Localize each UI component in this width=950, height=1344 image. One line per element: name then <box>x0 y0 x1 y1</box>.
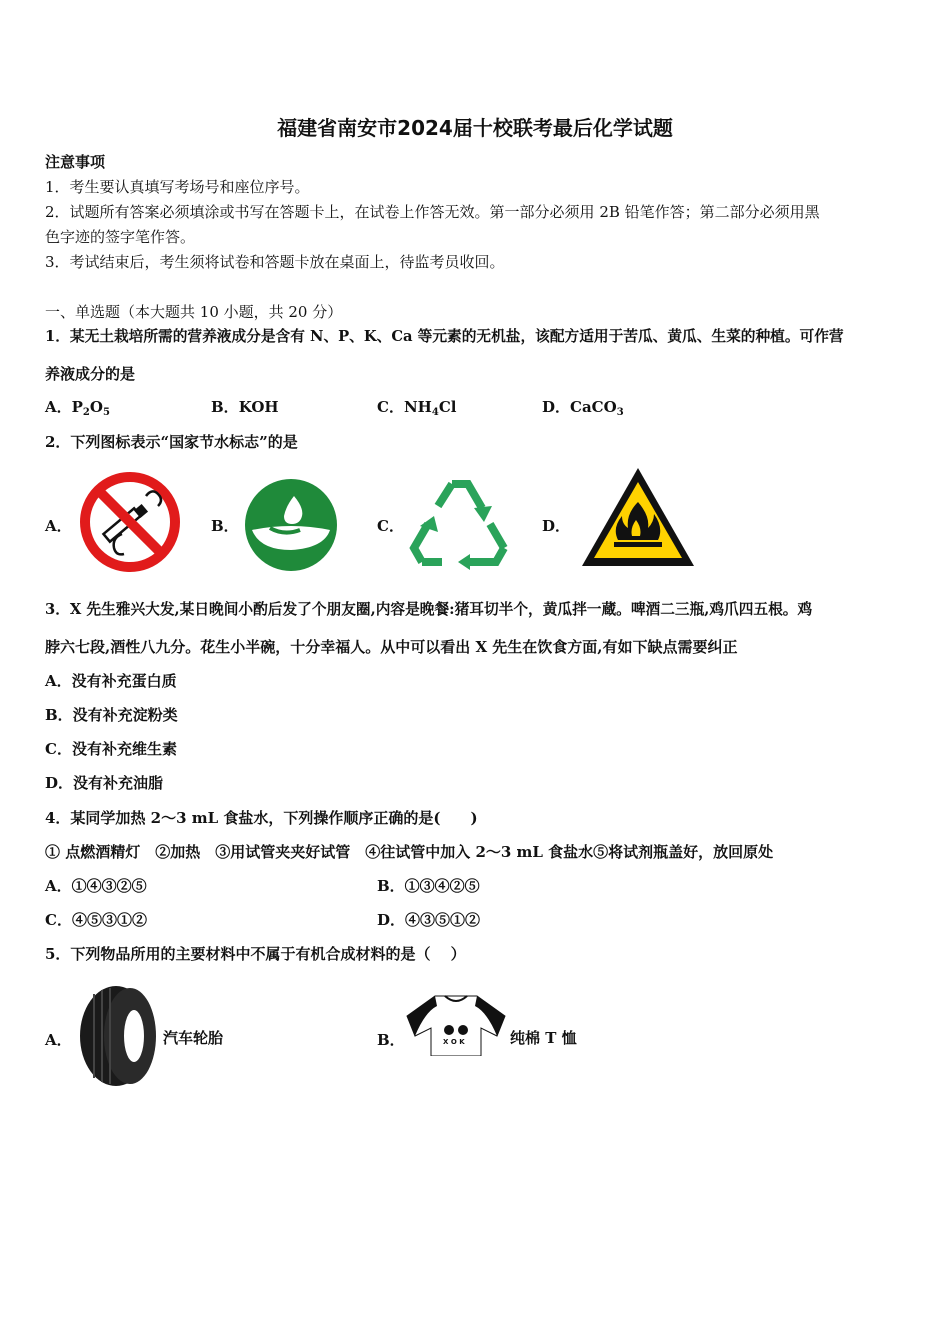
q2-option-a-label[interactable]: A． <box>45 517 72 535</box>
q1-option-d[interactable]: D．CaCO$_3$ <box>542 398 624 418</box>
recycle-icon <box>408 478 512 574</box>
no-smoking-icon <box>78 470 182 578</box>
q3-option-c[interactable]: C．没有补充维生素 <box>45 740 177 758</box>
q3-option-a[interactable]: A．没有补充蛋白质 <box>45 672 177 690</box>
q2-option-b-label[interactable]: B． <box>211 517 239 535</box>
water-saving-icon <box>244 478 338 576</box>
tshirt-print: X O K <box>443 1038 465 1046</box>
q3-option-b[interactable]: B．没有补充淀粉类 <box>45 706 178 724</box>
section-heading: 一、单选题（本大题共 10 小题，共 20 分） <box>45 303 343 321</box>
q1-option-a[interactable]: A．$P_2O_5$ <box>45 398 110 418</box>
question-4-stem: 4．某同学加热 2～3 mL 食盐水，下列操作顺序正确的是( ) <box>45 809 478 827</box>
flammable-warning-icon <box>578 464 698 574</box>
q1-option-c[interactable]: C．$NH_4Cl$ <box>377 398 457 418</box>
q2-option-d-label[interactable]: D． <box>542 517 571 535</box>
question-5-stem: 5．下列物品所用的主要材料中不属于有机合成材料的是（ ） <box>45 945 466 963</box>
q5-option-b-text: 纯棉 T 恤 <box>510 1029 577 1047</box>
notice-item: 色字迹的签字笔作答。 <box>45 228 196 246</box>
q4-option-c[interactable]: C．④⑤③①② <box>45 911 147 929</box>
notice-item: 1．考生要认真填写考场号和座位序号。 <box>45 178 310 196</box>
tire-icon <box>78 984 160 1092</box>
question-1-stem: 1．某无土栽培所需的营养液成分是含有 N、P、K、Ca 等元素的无机盐，该配方适用于苦瓜、黄瓜、生菜的种植。可作营 <box>45 328 844 345</box>
question-4-steps: ① 点燃酒精灯 ②加热 ③用试管夹夹好试管 ④往试管中加入 2～3 mL 食盐水⑤将试剂瓶盖好，放回原处 <box>45 843 774 861</box>
page-title: 福建省南安市2024届十校联考最后化学试题 <box>277 116 673 140</box>
q3-option-d[interactable]: D．没有补充油脂 <box>45 774 164 792</box>
tshirt-icon <box>405 994 507 1060</box>
question-1-stem-cont: 养液成分的是 <box>45 365 136 383</box>
q2-option-c-label[interactable]: C． <box>377 517 404 535</box>
notice-heading: 注意事项 <box>45 153 106 171</box>
q4-option-a[interactable]: A．①④③②⑤ <box>45 877 147 895</box>
q4-option-d[interactable]: D．④③⑤①② <box>377 911 481 929</box>
q5-option-a-label[interactable]: A． <box>45 1031 72 1049</box>
q5-option-b-label[interactable]: B． <box>377 1031 405 1049</box>
notice-item: 3．考试结束后，考生须将试卷和答题卡放在桌面上，待监考员收回。 <box>45 253 505 271</box>
notice-item: 2．试题所有答案必须填涂或书写在答题卡上，在试卷上作答无效。第一部分必须用 2B 铅笔作答；第二部分必须用黑 <box>45 203 820 221</box>
question-3-stem: 3．X 先生雅兴大发,某日晚间小酌后发了个朋友圈,内容是晚餐:猪耳切半个，黄瓜拌一蔵。啤酒二三瓶,鸡爪四五根。鸡 <box>45 601 813 618</box>
q5-option-a-text: 汽车轮胎 <box>163 1029 224 1047</box>
question-2-stem: 2．下列图标表示“国家节水标志”的是 <box>45 433 298 451</box>
question-3-stem-cont: 脖六七段,酒性八九分。花生小半碗，十分幸福人。从中可以看出 X 先生在饮食方面,有如下缺点需要纠正 <box>45 638 738 656</box>
q4-option-b[interactable]: B．①③④②⑤ <box>377 877 480 895</box>
q1-option-b[interactable]: B．KOH <box>211 398 279 416</box>
